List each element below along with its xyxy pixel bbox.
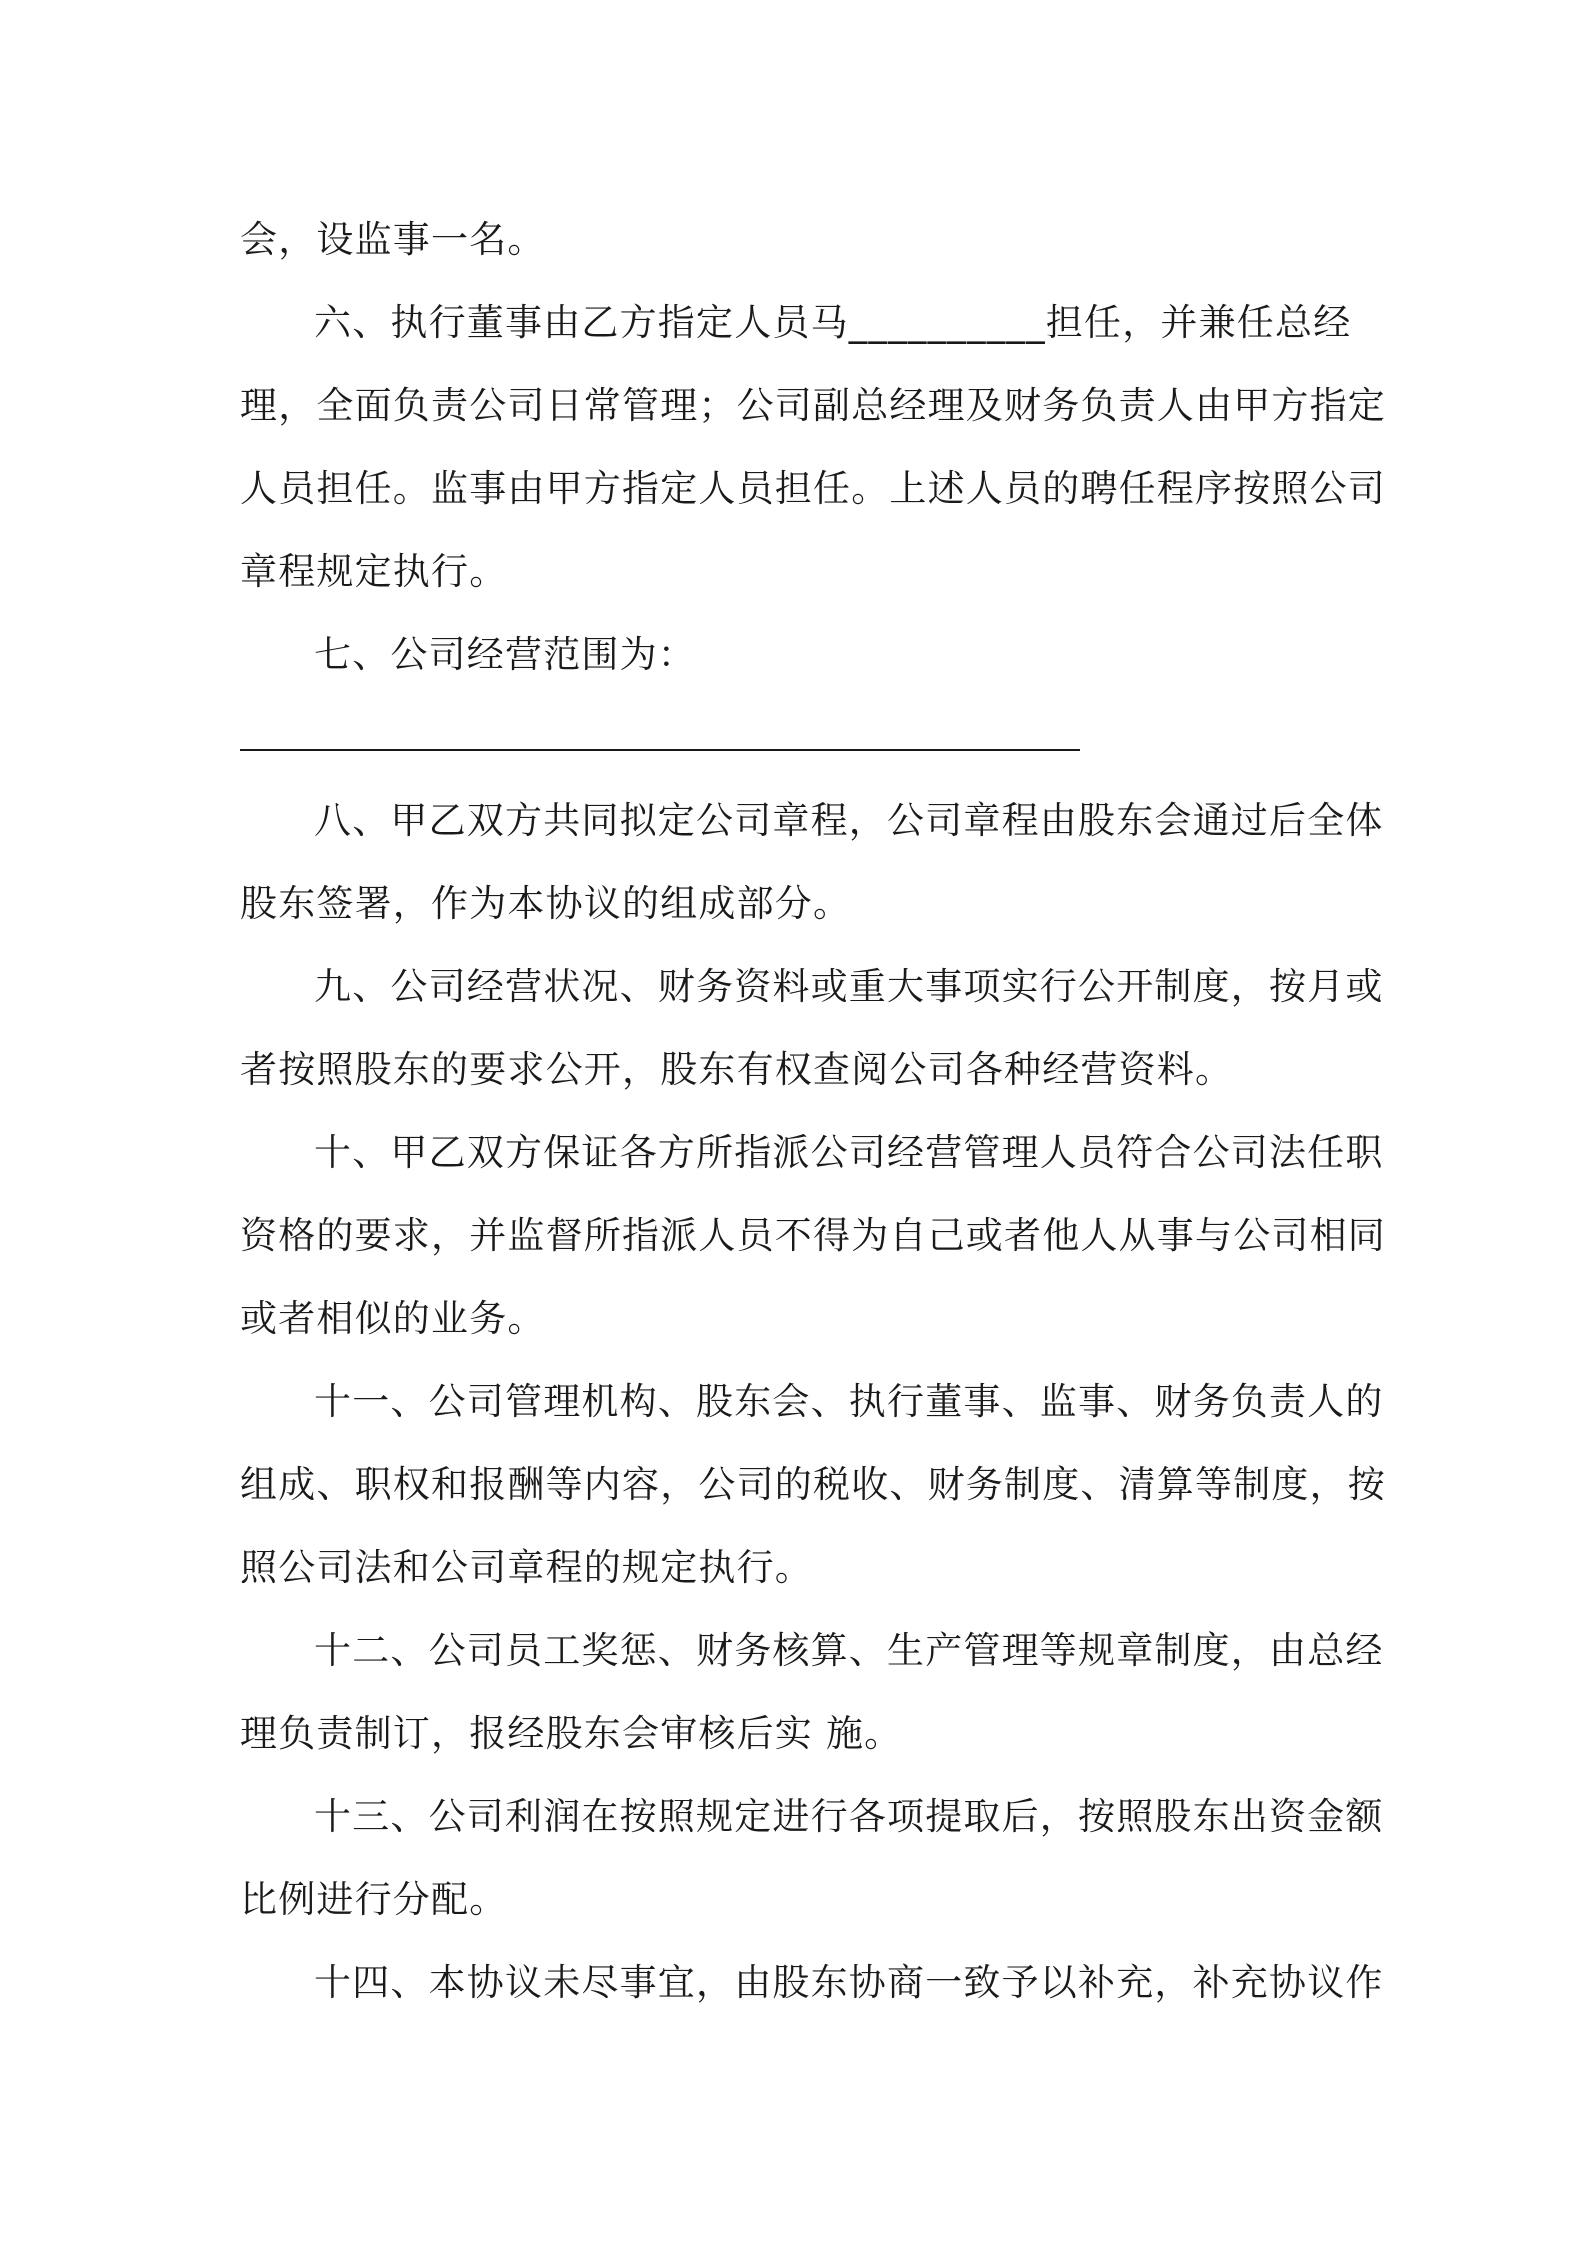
body-line: 理，全面负责公司日常管理；公司副总经理及财务负责人由甲方指定	[240, 384, 1386, 427]
clause-6-line: 六、执行董事由乙方指定人员马__________担任，并兼任总经	[314, 301, 1352, 344]
body-line: 会，设监事一名。	[240, 218, 546, 261]
body-line: 股东签署，作为本协议的组成部分。	[240, 882, 852, 925]
body-line: 照公司法和公司章程的规定执行。	[240, 1546, 813, 1589]
body-line: 章程规定执行。	[240, 550, 508, 593]
clause-12-line: 十二、公司员工奖惩、财务核算、生产管理等规章制度，由总经	[314, 1629, 1384, 1672]
clause-14-line: 十四、本协议未尽事宜，由股东协商一致予以补充，补充协议作	[314, 1961, 1384, 2004]
document-body	[240, 198, 1386, 2024]
body-line: 或者相似的业务。	[240, 1297, 546, 1340]
clause-9-line: 九、公司经营状况、财务资料或重大事项实行公开制度，按月或	[314, 965, 1384, 1008]
body-line: 组成、职权和报酬等内容，公司的税收、财务制度、清算等制度，按	[240, 1463, 1386, 1506]
body-line: 人员担任。监事由甲方指定人员担任。上述人员的聘任程序按照公司	[240, 467, 1386, 510]
clause-7-line: 七、公司经营范围为：	[314, 633, 696, 676]
business-scope-blank	[240, 696, 1360, 779]
body-line: 理负责制订，报经股东会审核后实 施。	[240, 1712, 903, 1755]
body-line: 者按照股东的要求公开，股东有权查阅公司各种经营资料。	[240, 1048, 1234, 1091]
body-line: 资格的要求，并监督所指派人员不得为自己或者他人从事与公司相同	[240, 1214, 1386, 1257]
blank-underline	[240, 749, 1080, 751]
clause-8-line: 八、甲乙双方共同拟定公司章程，公司章程由股东会通过后全体	[314, 799, 1384, 842]
clause-11-line: 十一、公司管理机构、股东会、执行董事、监事、财务负责人的	[314, 1380, 1384, 1423]
clause-13-line: 十三、公司利润在按照规定进行各项提取后，按照股东出资金额	[314, 1795, 1384, 1838]
clause-10-line: 十、甲乙双方保证各方所指派公司经营管理人员符合公司法任职	[314, 1131, 1384, 1174]
body-line: 比例进行分配。	[240, 1878, 508, 1921]
